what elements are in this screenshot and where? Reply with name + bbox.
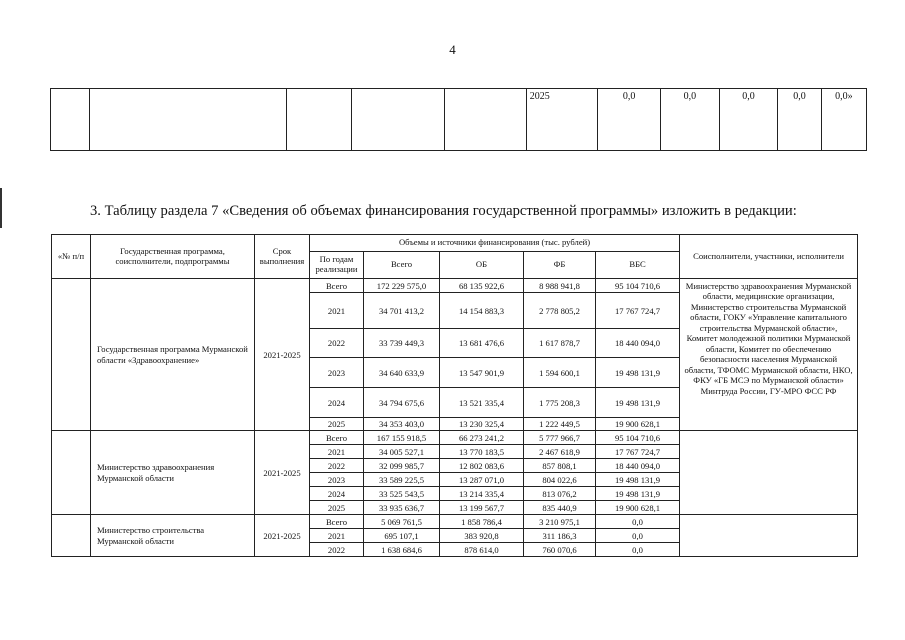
term-cell: 2021-2025 xyxy=(255,515,310,557)
ob-cell: 383 920,8 xyxy=(440,529,524,543)
total-cell: 34 794 675,6 xyxy=(364,388,440,418)
total-cell: 172 229 575,0 xyxy=(364,279,440,293)
total-cell: 695 107,1 xyxy=(364,529,440,543)
total-cell: 34 005 527,1 xyxy=(364,445,440,459)
fb-cell: 1 594 600,1 xyxy=(524,358,596,388)
fb-cell: 1 222 449,5 xyxy=(524,418,596,431)
year-cell: 2022 xyxy=(310,329,364,358)
vbs-cell: 17 767 724,7 xyxy=(596,293,680,329)
header-by-year: По годам реализации xyxy=(310,252,364,279)
top-value-cell: 0,0 xyxy=(778,89,821,151)
term-cell: 2021-2025 xyxy=(255,279,310,431)
empty-cell xyxy=(351,89,444,151)
fb-cell: 2 467 618,9 xyxy=(524,445,596,459)
year-cell: 2023 xyxy=(310,358,364,388)
program-name-cell: Министерство здравоохранения Мурманской области xyxy=(91,431,255,515)
total-cell: 33 589 225,5 xyxy=(364,473,440,487)
top-value-cell: 0,0 xyxy=(598,89,661,151)
year-cell: Всего xyxy=(310,431,364,445)
header-total: Всего xyxy=(364,252,440,279)
fb-cell: 1 617 878,7 xyxy=(524,329,596,358)
vbs-cell: 0,0 xyxy=(596,515,680,529)
header-volumes: Объемы и источники финансирования (тыс. рублей) xyxy=(310,235,680,252)
ob-cell: 13 287 071,0 xyxy=(440,473,524,487)
year-cell: 2024 xyxy=(310,487,364,501)
ob-cell: 13 214 335,4 xyxy=(440,487,524,501)
total-cell: 5 069 761,5 xyxy=(364,515,440,529)
table-row xyxy=(52,279,858,293)
year-cell: 2021 xyxy=(310,529,364,543)
ob-cell: 13 199 567,7 xyxy=(440,501,524,515)
vbs-cell: 19 900 628,1 xyxy=(596,501,680,515)
vbs-cell: 19 498 131,9 xyxy=(596,473,680,487)
table-row xyxy=(52,431,858,445)
ob-cell: 13 521 335,4 xyxy=(440,388,524,418)
executors-cell: Министерство здравоохранения Мурманской области, медицинские организации, Министерство строительства Мурманской области, ГОКУ «Управление капитального строительства Мурманской области», Комитет молодежной политики Мурманской области, Комитет по обеспечению безопасности населения Мурманской области, ТФОМС Мурманской области, НКО, ФКУ «ГБ МСЭ по Мурманской области» Минтруда России, ГУ-МРО ФСС РФ xyxy=(680,279,858,431)
vbs-cell: 19 498 131,9 xyxy=(596,388,680,418)
instruction-text: 3. Таблицу раздела 7 «Сведения об объемах финансирования государственной программы» изложить в редакции: xyxy=(90,203,797,219)
year-cell: 2022 xyxy=(310,459,364,473)
fb-cell: 1 775 208,3 xyxy=(524,388,596,418)
header-ob: ОБ xyxy=(440,252,524,279)
header-vbs: ВБС xyxy=(596,252,680,279)
total-cell: 33 525 543,5 xyxy=(364,487,440,501)
total-cell: 34 353 403,0 xyxy=(364,418,440,431)
header-term: Срок выполнения xyxy=(255,235,310,279)
year-cell: 2024 xyxy=(310,388,364,418)
top-value-cell: 0,0 xyxy=(660,89,719,151)
fb-cell: 804 022,6 xyxy=(524,473,596,487)
table-body xyxy=(52,279,858,557)
vbs-cell: 19 900 628,1 xyxy=(596,418,680,431)
vbs-cell: 0,0 xyxy=(596,529,680,543)
financing-table xyxy=(51,234,858,557)
vbs-cell: 95 104 710,6 xyxy=(596,431,680,445)
ob-cell: 1 858 786,4 xyxy=(440,515,524,529)
previous-table-fragment xyxy=(50,88,867,151)
ob-cell: 12 802 083,6 xyxy=(440,459,524,473)
vbs-cell: 18 440 094,0 xyxy=(596,329,680,358)
table-row xyxy=(52,515,858,529)
ob-cell: 13 681 476,6 xyxy=(440,329,524,358)
executors-cell xyxy=(680,515,858,557)
total-cell: 34 701 413,2 xyxy=(364,293,440,329)
vbs-cell: 95 104 710,6 xyxy=(596,279,680,293)
ob-cell: 14 154 883,3 xyxy=(440,293,524,329)
ob-cell: 13 547 901,9 xyxy=(440,358,524,388)
program-name-cell: Министерство строительства Мурманской области xyxy=(91,515,255,557)
ob-cell: 66 273 241,2 xyxy=(440,431,524,445)
year-cell: 2021 xyxy=(310,445,364,459)
vbs-cell: 18 440 094,0 xyxy=(596,459,680,473)
vbs-cell: 19 498 131,9 xyxy=(596,487,680,501)
year-cell: 2023 xyxy=(310,473,364,487)
header-program: Государственная программа, соисполнители, подпрограммы xyxy=(91,235,255,279)
fb-cell: 8 988 941,8 xyxy=(524,279,596,293)
fb-cell: 857 808,1 xyxy=(524,459,596,473)
empty-cell xyxy=(89,89,286,151)
header-fb: ФБ xyxy=(524,252,596,279)
year-cell: 2025 xyxy=(310,501,364,515)
empty-cell xyxy=(286,89,351,151)
total-cell: 33 739 449,3 xyxy=(364,329,440,358)
fb-cell: 311 186,3 xyxy=(524,529,596,543)
total-cell: 34 640 633,9 xyxy=(364,358,440,388)
ob-cell: 13 770 183,5 xyxy=(440,445,524,459)
header-num: «№ п/п xyxy=(52,235,91,279)
program-name-cell: Государственная программа Мурманской области «Здравоохранение» xyxy=(91,279,255,431)
top-value-cell: 0,0 xyxy=(719,89,778,151)
ob-cell: 68 135 922,6 xyxy=(440,279,524,293)
fb-cell: 5 777 966,7 xyxy=(524,431,596,445)
total-cell: 33 935 636,7 xyxy=(364,501,440,515)
vbs-cell: 17 767 724,7 xyxy=(596,445,680,459)
year-cell: Всего xyxy=(310,279,364,293)
fb-cell: 2 778 805,2 xyxy=(524,293,596,329)
fb-cell: 760 070,6 xyxy=(524,543,596,557)
empty-cell xyxy=(51,89,90,151)
empty-cell xyxy=(445,89,527,151)
row-num-cell xyxy=(52,515,91,557)
term-cell: 2021-2025 xyxy=(255,431,310,515)
total-cell: 32 099 985,7 xyxy=(364,459,440,473)
row-num-cell xyxy=(52,279,91,431)
top-value-cell: 0,0» xyxy=(821,89,866,151)
top-year-cell: 2025 xyxy=(526,89,598,151)
year-cell: 2022 xyxy=(310,543,364,557)
header-executors: Соисполнители, участники, исполнители xyxy=(680,235,858,279)
margin-mark xyxy=(0,188,2,228)
fb-cell: 3 210 975,1 xyxy=(524,515,596,529)
fb-cell: 813 076,2 xyxy=(524,487,596,501)
year-cell: Всего xyxy=(310,515,364,529)
year-cell: 2021 xyxy=(310,293,364,329)
ob-cell: 13 230 325,4 xyxy=(440,418,524,431)
total-cell: 1 638 684,6 xyxy=(364,543,440,557)
ob-cell: 878 614,0 xyxy=(440,543,524,557)
executors-cell xyxy=(680,431,858,515)
row-num-cell xyxy=(52,431,91,515)
year-cell: 2025 xyxy=(310,418,364,431)
vbs-cell: 19 498 131,9 xyxy=(596,358,680,388)
vbs-cell: 0,0 xyxy=(596,543,680,557)
fb-cell: 835 440,9 xyxy=(524,501,596,515)
page-number: 4 xyxy=(449,42,456,57)
total-cell: 167 155 918,5 xyxy=(364,431,440,445)
